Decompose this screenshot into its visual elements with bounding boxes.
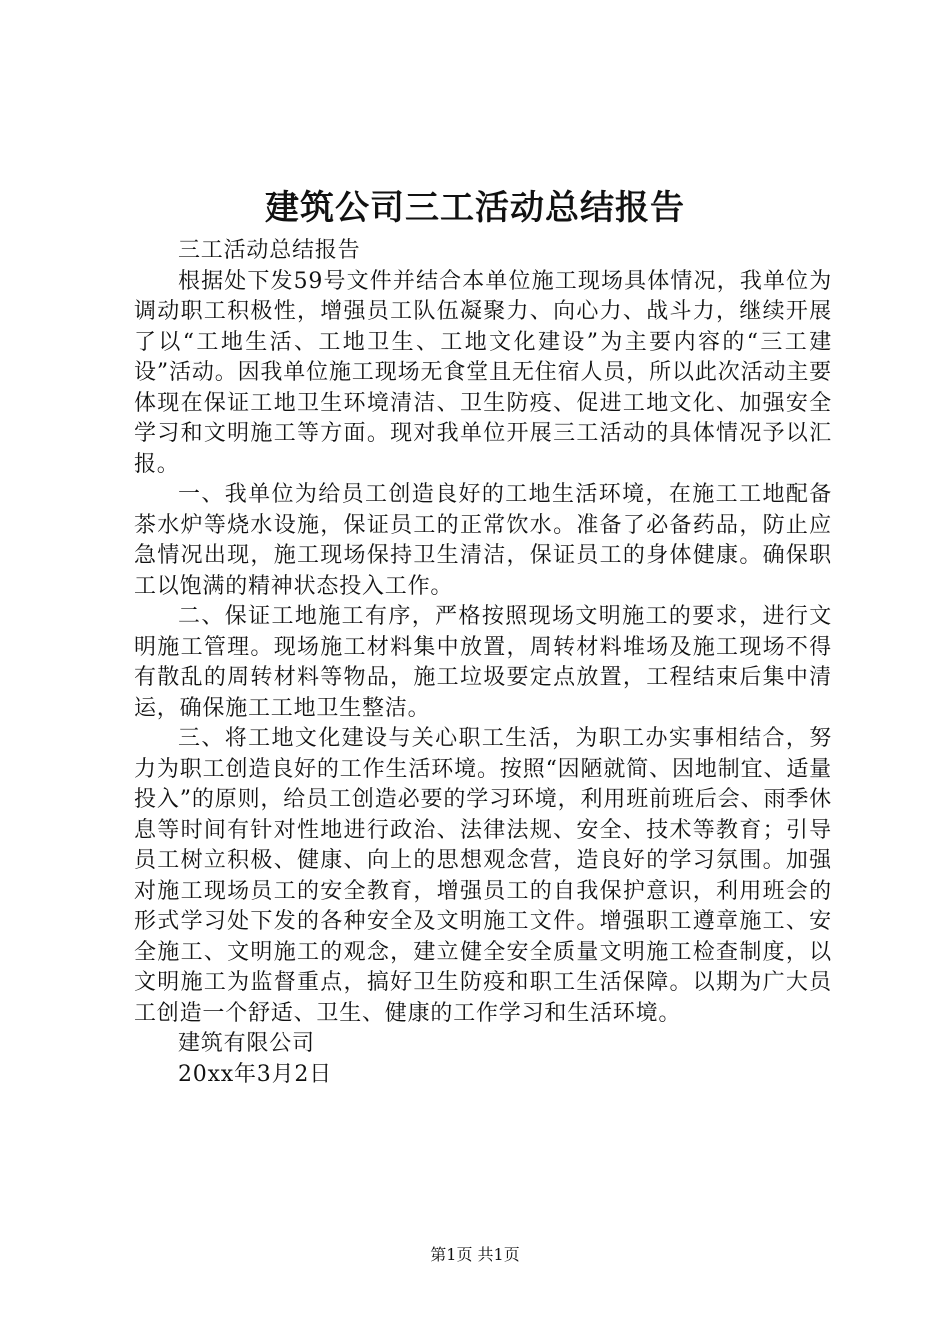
page-number-footer: 第1页 共1页 <box>430 1245 520 1264</box>
signature-company: 建筑有限公司 <box>178 1031 315 1056</box>
document-body <box>134 236 832 1090</box>
paragraph-subtitle: 三工活动总结报告 <box>178 238 361 263</box>
signature-date: 20xx年3月2日 <box>178 1061 333 1087</box>
paragraph-intro: 根据处下发59号文件并结合本单位施工现场具体情况，我单位为调动职工积极性，增强员工队伍凝聚力、向心力、战斗力，继续开展了以“工地生活、工地卫生、工地文化建设”为主要内容的“三工建设”活动。因我单位施工现场无食堂且无住宿人员，所以此次活动主要体现在保证工地卫生环境清洁、卫生防疫、促进工地文化、加强安全学习和文明施工等方面。现对我单位开展三工活动的具体情况予以汇报。 <box>134 268 832 477</box>
paragraph-section-3: 三、将工地文化建设与关心职工生活，为职工办实事相结合，努力为职工创造良好的工作生活环境。按照“因陋就简、因地制宜、适量投入”的原则，给员工创造必要的学习环境，利用班前班后会、雨季休息等时间有针对性地进行政治、法律法规、安全、技术等教育；引导员工树立积极、健康、向上的思想观念营，造良好的学习氛围。加强对施工现场员工的安全教育，增强员工的自我保护意识，利用班会的形式学习处下发的各种安全及文明施工文件。增强职工遵章施工、安全施工、文明施工的观念，建立健全安全质量文明施工检查制度，以文明施工为监督重点，搞好卫生防疫和职工生活保障。以期为广大员工创造一个舒适、卫生、健康的工作学习和生活环境。 <box>134 726 832 1026</box>
paragraph-section-2: 二、保证工地施工有序，严格按照现场文明施工的要求，进行文明施工管理。现场施工材料集中放置，周转材料堆场及施工现场不得有散乱的周转材料等物品，施工垃圾要定点放置，工程结束后集中清运，确保施工工地卫生整洁。 <box>134 604 832 721</box>
paragraph-section-1: 一、我单位为给员工创造良好的工地生活环境，在施工工地配备茶水炉等烧水设施，保证员工的正常饮水。准备了必备药品，防止应急情况出现，施工现场保持卫生清洁，保证员工的身体健康。确保职工以饱满的精神状态投入工作。 <box>134 482 832 599</box>
document-title: 建筑公司三工活动总结报告 <box>265 188 685 228</box>
